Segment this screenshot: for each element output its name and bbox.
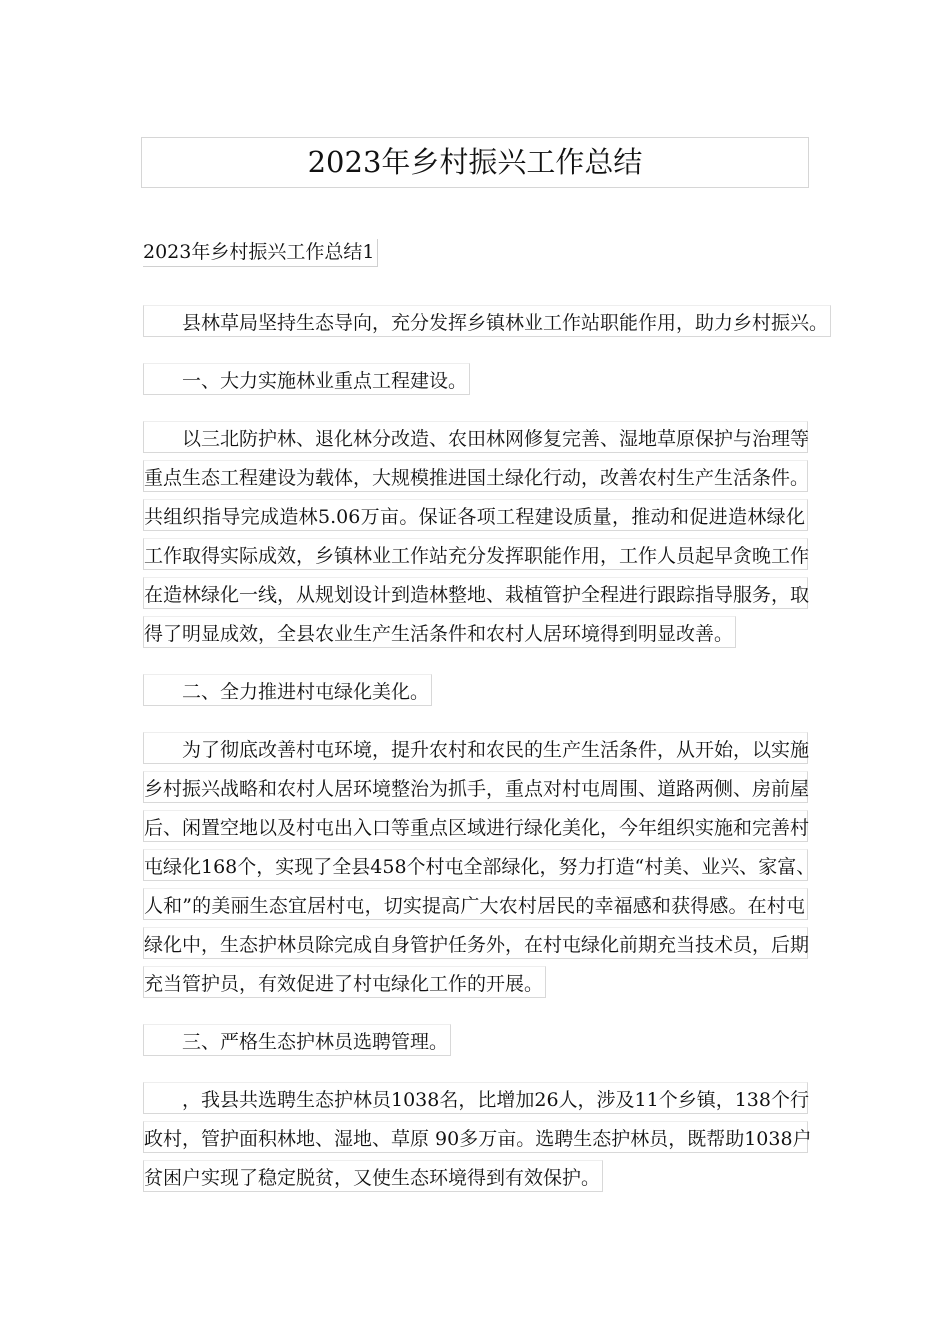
paragraph (143, 732, 816, 1005)
text-line-content: 三、严格生态护林员选聘管理。 (143, 1024, 451, 1056)
text-line (143, 305, 829, 344)
paragraph (143, 1024, 808, 1063)
text-line (143, 499, 808, 538)
text-line-content: 后、闲置空地以及村屯出入口等重点区域进行绿化美化，今年组织实施和完善村 (143, 810, 808, 842)
text-line (143, 966, 808, 1005)
paragraph (143, 674, 808, 713)
paragraph (143, 363, 808, 402)
text-line (143, 616, 808, 655)
document-body (143, 305, 829, 1218)
text-line (143, 538, 808, 577)
text-line (143, 421, 808, 460)
text-line-content: 县林草局坚持生态导向，充分发挥乡镇林业工作站职能作用，助力乡村振兴。 (143, 305, 831, 337)
text-line (143, 1160, 808, 1199)
text-line (143, 1024, 808, 1063)
text-line (143, 810, 808, 849)
text-line-content: 重点生态工程建设为载体，大规模推进国土绿化行动，改善农村生产生活条件。 (143, 460, 808, 492)
section-heading: 2023年乡村振兴工作总结1 (143, 239, 378, 267)
text-line-content: 乡村振兴战略和农村人居环境整治为抓手，重点对村屯周围、道路两侧、房前屋 (143, 771, 808, 803)
text-line-content: 屯绿化168个，实现了全县458个村屯全部绿化，努力打造“村美、业兴、家富、 (143, 849, 808, 881)
text-line-content: 工作取得实际成效，乡镇林业工作站充分发挥职能作用，工作人员起早贪晚工作 (143, 538, 808, 570)
text-line-content: 贫困户实现了稳定脱贫，又使生态环境得到有效保护。 (143, 1160, 603, 1192)
paragraph (143, 305, 829, 344)
paragraph (143, 421, 808, 655)
text-line (143, 1121, 812, 1160)
text-line (143, 927, 808, 966)
text-line-content: 共组织指导完成造林5.06万亩。保证各项工程建设质量，推动和促进造林绿化 (143, 499, 808, 531)
text-line (143, 849, 816, 888)
paragraph (143, 1082, 812, 1199)
text-line-content: 绿化中，生态护林员除完成自身管护任务外，在村屯绿化前期充当技术员，后期 (143, 927, 808, 959)
text-line-content: 充当管护员，有效促进了村屯绿化工作的开展。 (143, 966, 546, 998)
text-line (143, 888, 808, 927)
text-line-content: 在造林绿化一线，从规划设计到造林整地、栽植管护全程进行跟踪指导服务，取 (143, 577, 808, 609)
text-line-content: 以三北防护林、退化林分改造、农田林网修复完善、湿地草原保护与治理等 (143, 421, 808, 453)
text-line (143, 460, 808, 499)
text-line-content: 人和”的美丽生态宜居村屯，切实提高广大农村居民的幸福感和获得感。在村屯 (143, 888, 808, 920)
text-line-content: 政村，管护面积林地、湿地、草原 90多万亩。选聘生态护林员，既帮助1038户 (143, 1121, 808, 1153)
text-line (143, 771, 808, 810)
text-line (143, 1082, 808, 1121)
text-line-content: 得了明显成效，全县农业生产生活条件和农村人居环境得到明显改善。 (143, 616, 736, 648)
text-line-content: ，我县共选聘生态护林员1038名，比增加26人，涉及11个乡镇，138个行 (143, 1082, 808, 1114)
text-line-content: 二、全力推进村屯绿化美化。 (143, 674, 432, 706)
text-line (143, 363, 808, 402)
text-line (143, 674, 808, 713)
text-line (143, 577, 808, 616)
text-line-content: 一、大力实施林业重点工程建设。 (143, 363, 470, 395)
document-title: 2023年乡村振兴工作总结 (141, 137, 809, 188)
text-line-content: 为了彻底改善村屯环境，提升农村和农民的生产生活条件，从开始，以实施 (143, 732, 808, 764)
text-line (143, 732, 808, 771)
